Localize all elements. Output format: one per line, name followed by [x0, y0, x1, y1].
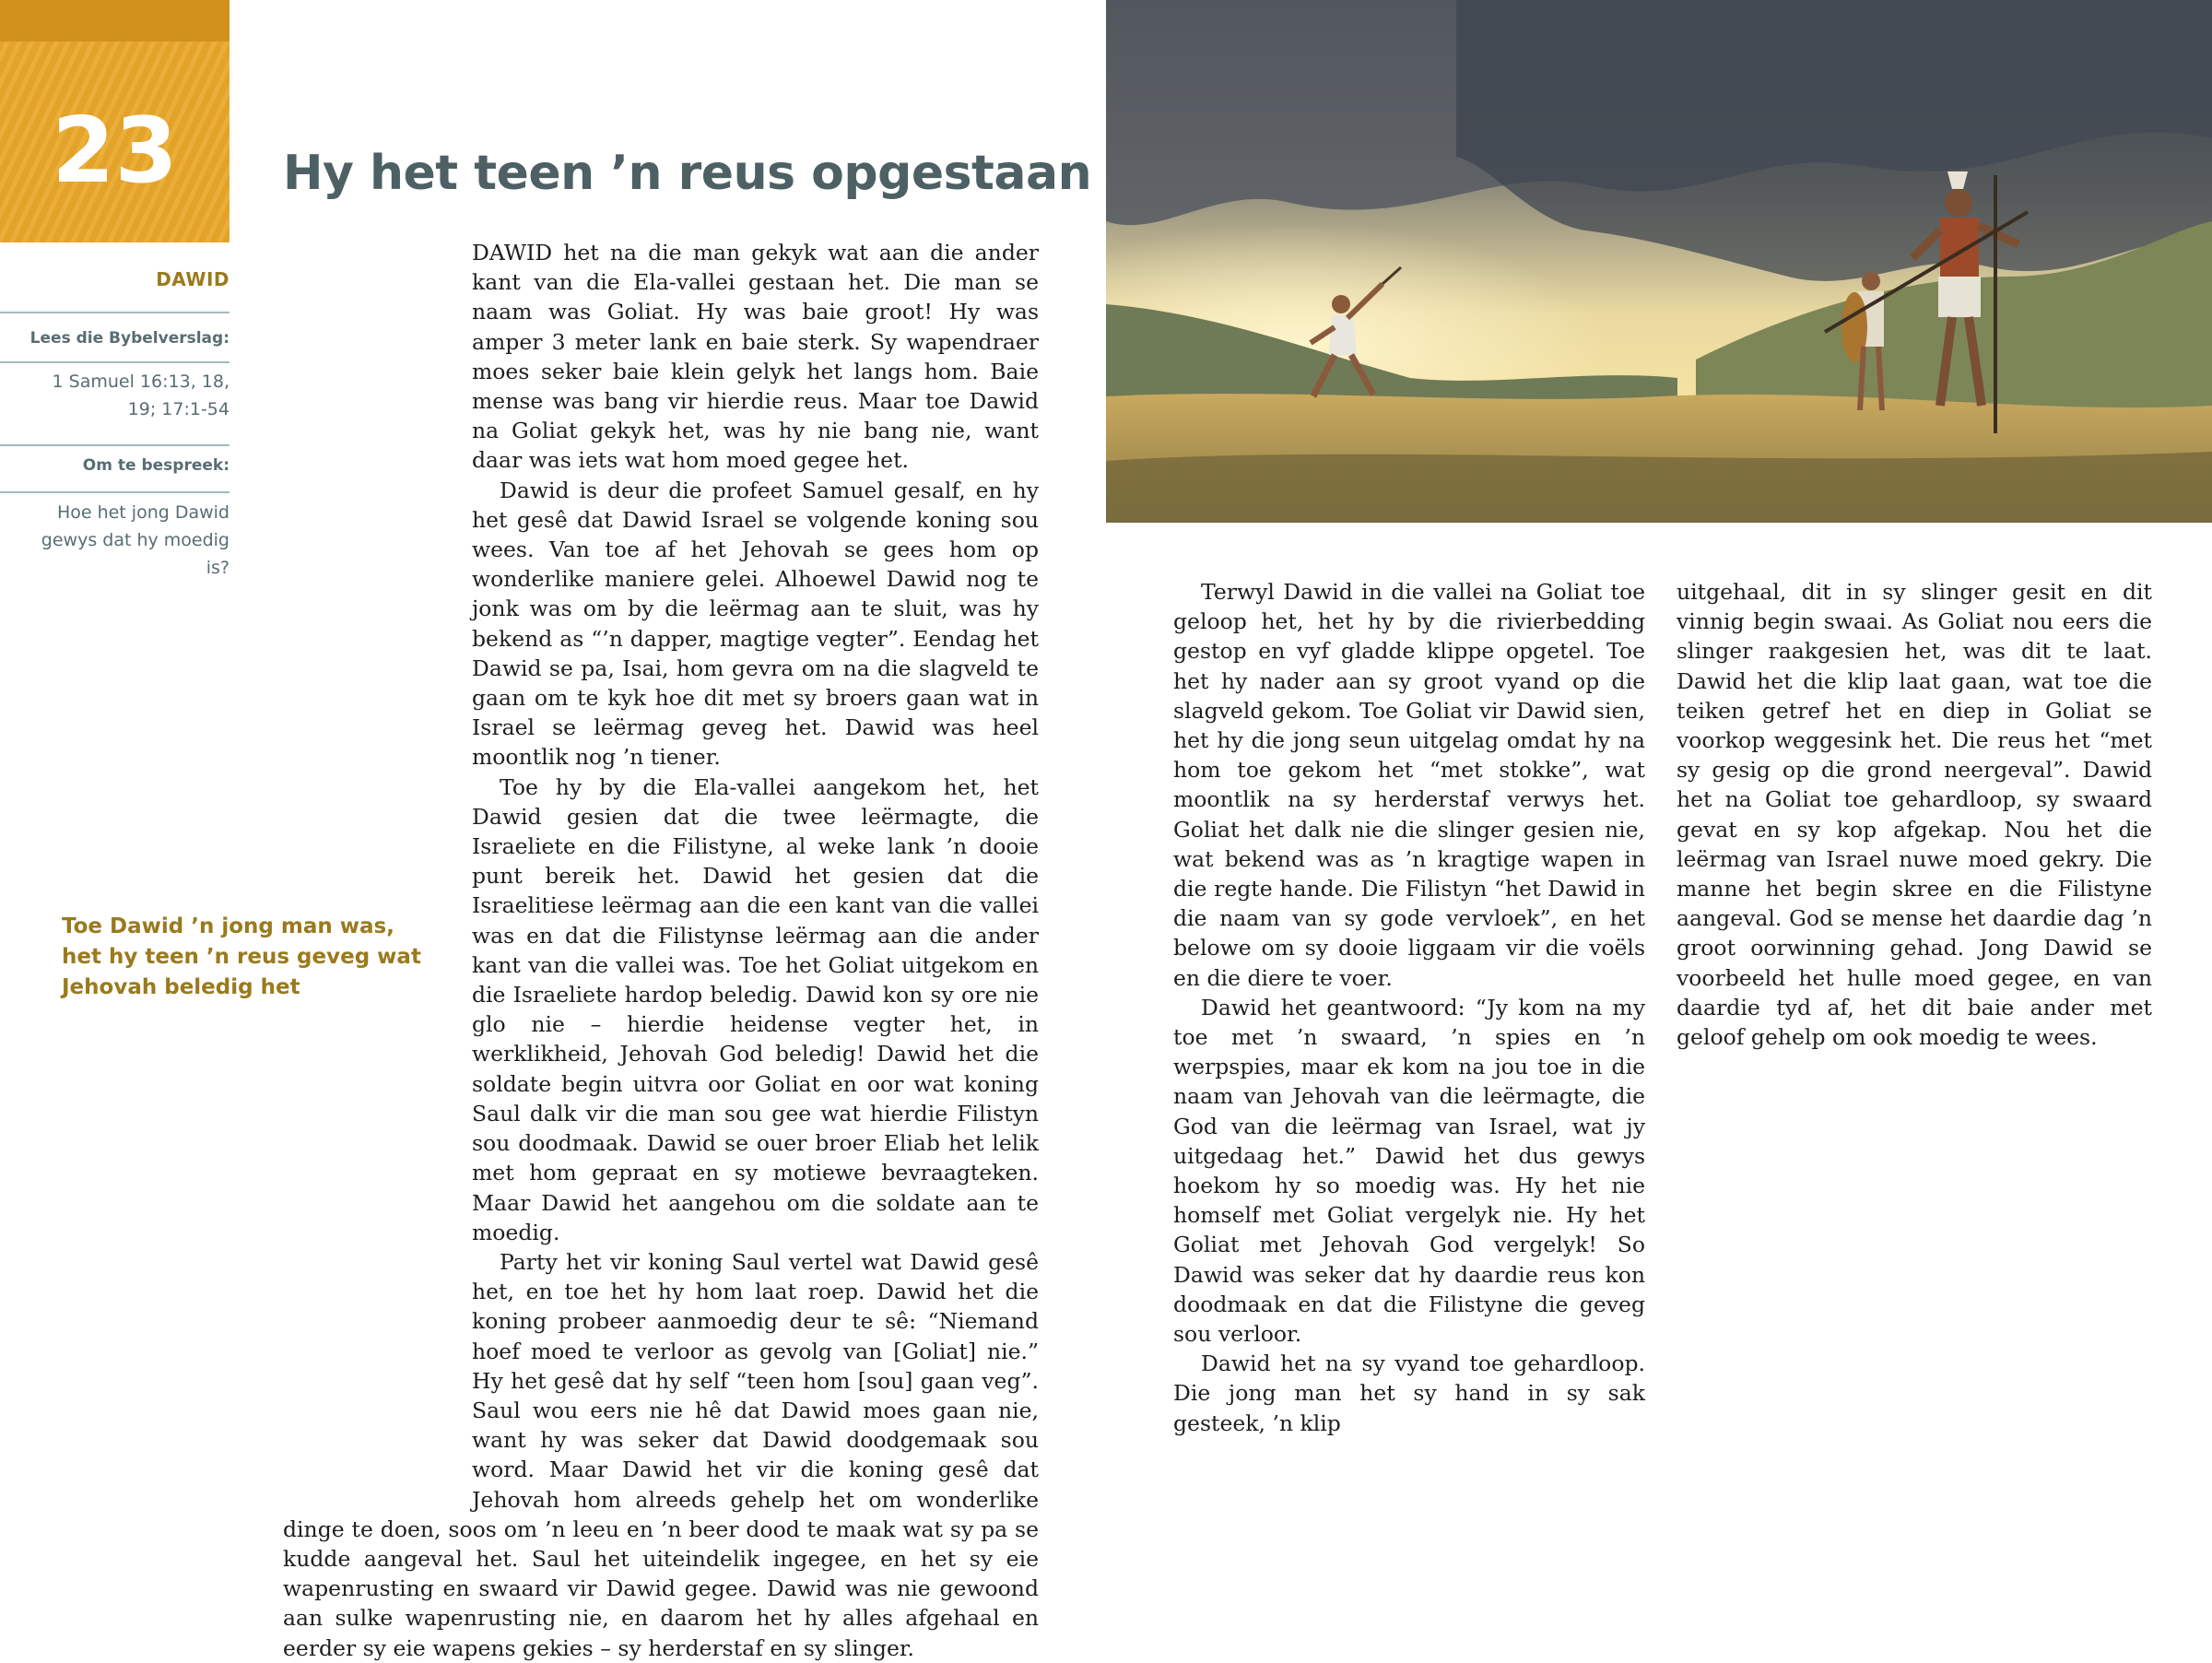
article-column-2 [1173, 577, 1645, 1438]
lesson-number-band [0, 0, 229, 242]
sidebar-discuss-question: Hoe het jong Dawid gewys dat hy moedig is? [41, 502, 229, 578]
article-paragraph: Toe hy by die Ela-vallei aangekom het, het Dawid gesien dat die twee leërmagte, die Israeliete en die Filistyne, al weke lank ’n dooie punt bereik het. Dawid het gesien dat die Israelitiese leërmag aan die een kant van die vallei was en dat die Filistynse leërmag aan die ander kant van die vallei was. Toe het Goliat uitgekom en die Israeliete hardop beledig. Dawid kon sy ore nie glo nie – hierdie heidense vegter het, in werklikheid, Jehovah God beledig! Dawid het die soldate begin uitvra oor Goliat en oor wat koning Saul dalk vir die man sou gee wat hierdie Filistyn sou doodmaak. Dawid se ouer broer Eliab het lelik met hom gepraat en sy motiewe bevraagteken. Maar Dawid het aangehou om die soldate aan te moedig. [472, 773, 1039, 1245]
sidebar-reading-label: Lees die Bybelverslag: [29, 329, 229, 348]
lesson-title: Hy het teen ’n reus opgestaan [283, 146, 1092, 201]
article-paragraph: uitgehaal, dit in sy slinger gesit en dit vinnig begin swaai. As Goliat nou eers die slinger raakgesien het, was dit te laat. Dawid het die klip laat gaan, wat toe die teiken getref het en diep in Goliat se voorkop weggesink het. Die reus het “met sy gesig op die grond neergeval”. Dawid het na Goliat toe gehardloop, sy swaard gevat en sy kop afgekap. Nou het die leërmag van Israel nuwe moed gekry. Die manne het begin skree en die Filistyne aangeval. God se mense het daardie dag ’n groot oorwinning gehad. Jong Dawid se voorbeeld het hulle moed gegee, en van daardie tyd af, het dit baie ander met geloof gehelp om ook moedig te wees. [1677, 579, 2152, 1051]
article-column-3 [1677, 577, 2152, 1052]
sidebar-discuss-label: Om te bespreek: [82, 456, 229, 475]
article-paragraph: Party het vir koning Saul vertel wat Dawid gesê het, en toe het hy hom laat roep. Dawid het die koning probeer aanmoedig deur te sê: “Niemand hoef moed te verloor as gevolg van [Goliat] nie.” Hy het gesê dat hy self “teen hom [sou] gaan veg”. Saul wou eers nie hê dat Dawid moes gaan nie, want hy was seker dat Dawid doodgemaak sou word. Maar Dawid het vir die koning gesê dat Jehovah hom alreeds gehelp het om wonderlike dinge te doen, soos om ’n leeu en ’n beer dood te maak wat sy pa se kudde aangeval het. Saul het uiteindelik ingegee, en het sy eie wapenrusting en swaard vir Dawid gegee. Dawid was nie gewoond aan sulke wapenrusting nie, en daarom het hy alles afgehaal en eerder sy eie wapens gekies – sy herderstaf en sy slinger. [283, 1248, 1039, 1661]
article-paragraph: Dawid het na sy vyand toe gehardloop. Die jong man het sy hand in sy sak gesteek, ’n klip [1173, 1350, 1645, 1436]
sidebar-divider [0, 312, 229, 313]
sidebar-divider [0, 361, 229, 363]
pull-quote: Toe Dawid ’n jong man was, het hy teen ’n reus geveg wat Jehovah beledig het [62, 914, 421, 999]
illustration-scene [1106, 0, 2212, 523]
sidebar-divider [0, 491, 229, 493]
sidebar-divider [0, 444, 229, 446]
dawid-and-goliath-illustration [1106, 0, 2212, 523]
article-paragraph: Dawid het geantwoord: “Jy kom na my toe met ’n swaard, ’n spies en ’n werpspies, maar ek kom na jou toe in die naam van Jehovah van die leërmagte, die God van die leërmag van Israel, wat jy uitgedaag het.” Dawid het dus gewys hoekom hy so moedig was. Hy het nie homself met Goliat vergelyk nie. Hy het Goliat met Jehovah God vergelyk! So Dawid was seker dat hy daardie reus kon doodmaak en dat die Filistyne die geveg sou verloor. [1173, 994, 1645, 1348]
article-paragraph: DAWID het na die man gekyk wat aan die ander kant van die Ela-vallei gestaan het. Die man se naam was Goliat. Hy was baie groot! Hy was amper 3 meter lank en baie sterk. Sy wapendraer moes seker baie klein gelyk het langs hom. Baie mense was bang vir hierdie reus. Maar toe Dawid na Goliat gekyk het, was hy nie bang nie, want daar was iets wat hom moed gegee het. [472, 240, 1039, 474]
article-paragraph: Dawid is deur die profeet Samuel gesalf, en hy het gesê dat Dawid Israel se volgende koning sou wees. Van toe af het Jehovah se gees hom op wonderlike maniere gelei. Alhoewel Dawid nog te jonk was om by die leërmag aan te sluit, was hy bekend as “’n dapper, magtige vegter”. Eendag het Dawid se pa, Isai, hom gevra om na die slagveld te gaan om te kyk hoe dit met sy broers gaan wat in Israel se leërmag geveg het. Dawid was heel moontlik nog ’n tiener. [472, 477, 1039, 771]
sidebar-reading-reference: 1 Samuel 16:13, 18, 19; 17:1-54 [52, 372, 229, 419]
article-paragraph: Terwyl Dawid in die vallei na Goliat toe geloop het, het hy by die rivierbedding gestop en vyf gladde klippe opgetel. Toe het hy nader aan sy groot vyand op die slagveld gekom. Toe Goliat vir Dawid sien, het hy die jong seun uitgelag omdat hy na hom toe gekom het “met stokke”, wat moontlik na sy herderstaf verwys het. Goliat het dalk nie die slinger gesien nie, wat bekend was as ’n kragtige wapen in die regte hande. Die Filistyn “het Dawid in die naam van sy gode vervloek”, en het belowe om sy dooie liggaam vir die voëls en die diere te voer. [1173, 579, 1645, 991]
sidebar-character-name: DAWID [156, 268, 229, 290]
lesson-number: 23 [52, 99, 178, 204]
band-top-strip [0, 0, 229, 41]
